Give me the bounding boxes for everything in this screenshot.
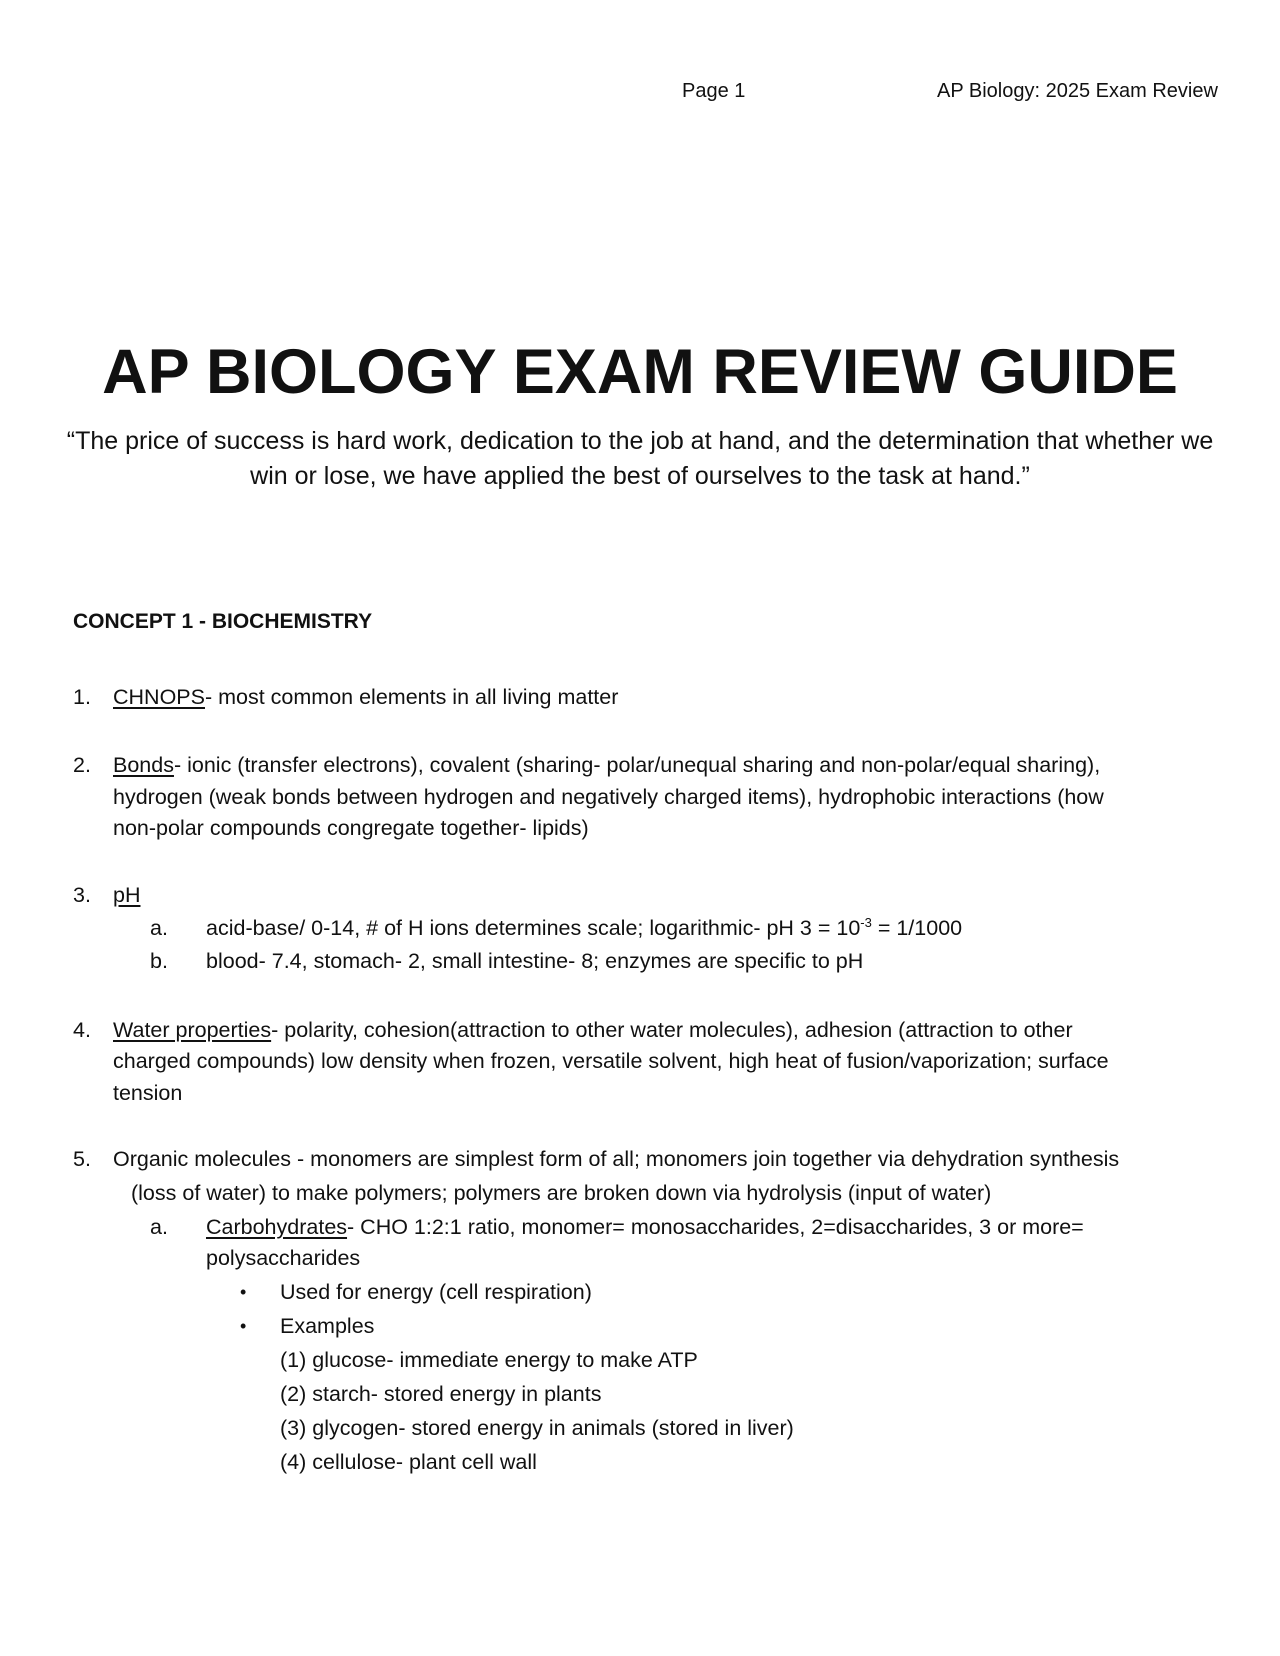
- sub-item-text: = 1/1000: [871, 916, 963, 940]
- example-item: (4) cellulose- plant cell wall: [280, 1450, 537, 1474]
- item-text: - ionic (transfer electrons), covalent (sharing- polar/unequal sharing and non-polar/equal sharing),: [173, 753, 1101, 777]
- page-number: Page 1: [682, 80, 746, 102]
- bullet-icon: •: [240, 1316, 247, 1336]
- sub-item-text: acid-base/ 0-14, # of H ions determines scale; logarithmic- pH 3 = 10: [206, 916, 861, 940]
- sub-item: blood- 7.4, stomach- 2, small intestine- 8; enzymes are specific to pH: [206, 949, 864, 973]
- sub-letter: a.: [150, 916, 168, 940]
- item-text: hydrogen (weak bonds between hydrogen and negatively charged items), hydrophobic interactions (how: [113, 785, 1104, 809]
- item-text: - polarity, cohesion(attraction to other water molecules), adhesion (attraction to other: [271, 1018, 1073, 1042]
- term: Bonds: [113, 753, 174, 777]
- item-number: 1.: [73, 685, 91, 709]
- term: Water properties: [113, 1018, 272, 1042]
- sub-letter: b.: [150, 949, 168, 973]
- item-number: 4.: [73, 1018, 91, 1042]
- example-item: (2) starch- stored energy in plants: [280, 1382, 602, 1406]
- term: CHNOPS: [113, 685, 205, 709]
- list-item: [113, 685, 618, 710]
- item-number: 2.: [73, 753, 91, 777]
- list-item: Organic molecules - monomers are simplest form of all; monomers join together via dehydration synthesis: [113, 1147, 1120, 1171]
- page-title: AP BIOLOGY EXAM REVIEW GUIDE: [102, 337, 1178, 407]
- sub-item: [206, 916, 962, 941]
- example-item: (3) glycogen- stored energy in animals (stored in liver): [280, 1416, 794, 1440]
- document-label: AP Biology: 2025 Exam Review: [937, 80, 1218, 102]
- concept-heading: CONCEPT 1 - BIOCHEMISTRY: [73, 610, 373, 633]
- item-text: (loss of water) to make polymers; polymers are broken down via hydrolysis (input of water): [131, 1181, 992, 1205]
- item-text: tension: [113, 1081, 183, 1105]
- bullet-item: Examples: [280, 1314, 375, 1338]
- sub-item: [206, 1215, 1084, 1240]
- item-text: - most common elements in all living matter: [204, 685, 619, 709]
- item-number: 5.: [73, 1147, 91, 1171]
- bullet-item: Used for energy (cell respiration): [280, 1280, 592, 1304]
- sub-item-text: polysaccharides: [206, 1246, 361, 1270]
- sub-letter: a.: [150, 1215, 168, 1239]
- list-item: [113, 1018, 1073, 1043]
- term: Carbohydrates: [206, 1215, 348, 1239]
- item-number: 3.: [73, 883, 91, 907]
- sub-item-text: - CHO 1:2:1 ratio, monomer= monosaccharides, 2=disaccharides, 3 or more=: [347, 1215, 1084, 1239]
- quote: “The price of success is hard work, dedication to the job at hand, and the determination that whether we win or lose, we have applied the best of ourselves to the task at hand.”: [66, 427, 1214, 490]
- exponent: -3: [860, 914, 872, 930]
- item-text: charged compounds) low density when frozen, versatile solvent, high heat of fusion/vaporization; surface: [113, 1049, 1109, 1073]
- example-item: (1) glucose- immediate energy to make ATP: [280, 1348, 698, 1372]
- item-text: non-polar compounds congregate together- lipids): [113, 816, 589, 840]
- bullet-icon: •: [240, 1282, 247, 1302]
- list-item: [113, 753, 1100, 778]
- term: pH: [113, 883, 141, 907]
